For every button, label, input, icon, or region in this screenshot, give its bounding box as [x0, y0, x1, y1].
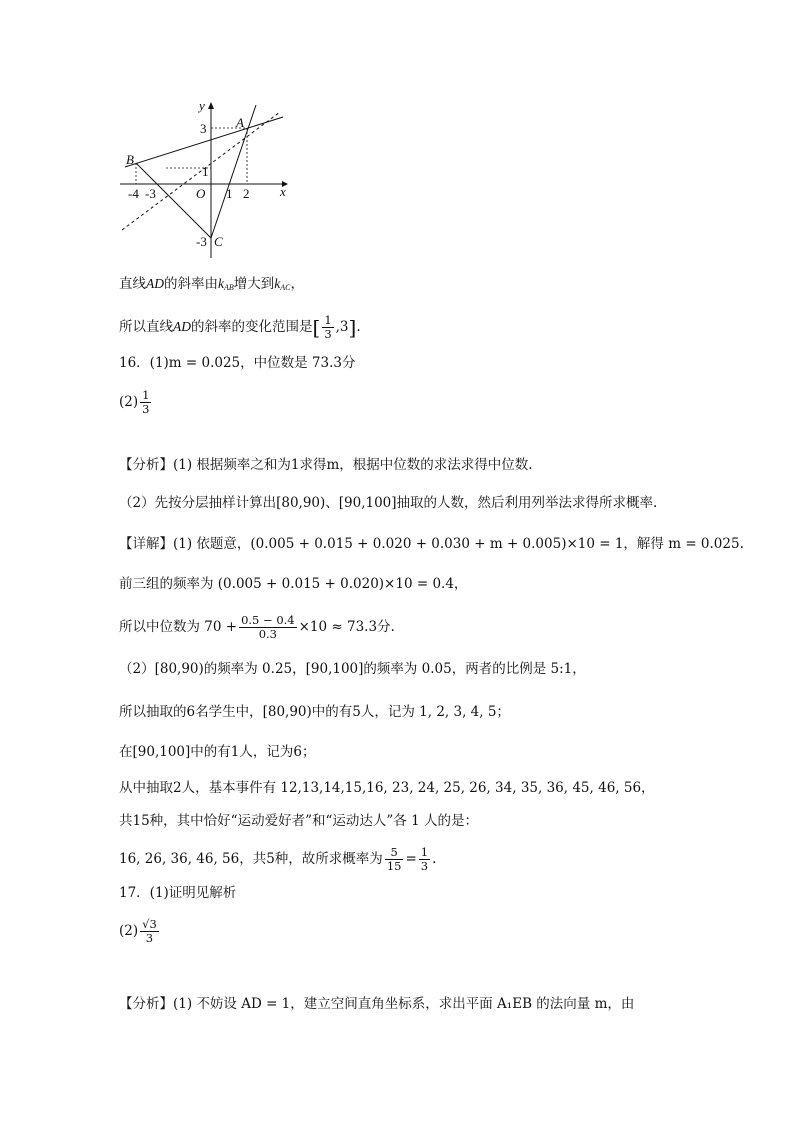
analysis-16-2: （2）先按分层抽样计算出[80,90)、[90,100]抽取的人数，然后利用列举法求得所求概率.	[119, 495, 658, 511]
fraction: $\frac{1}{3}$	[324, 313, 332, 341]
detail-16-median: 所以中位数为 70 + $\frac{0.5 - 0.4}{0.3}$ ×10 ≈ 73.3分.	[119, 613, 395, 641]
label-b: B	[126, 152, 134, 167]
line-slope-range: 所以直线AD的斜率的变化范围是[ $\frac{1}{3}$ ,3].	[119, 313, 361, 341]
detail-16-group1: 所以抽取的6名学生中，[80,90)中的有5人，记为 1, 2, 3, 4, 5；	[119, 704, 510, 720]
fraction: $\frac{5}{15}$	[386, 845, 402, 873]
detail-16-probability: 16, 26, 36, 46, 56，共5种，故所求概率为 $\frac{5}{15}$ = $\frac{1}{3}$ .	[119, 845, 437, 873]
detail-16-count: 共15种，其中恰好“运动爱好者”和“运动达人”各 1 人的是：	[119, 813, 478, 829]
label-ym3: -3	[196, 234, 207, 249]
coordinate-graph	[0, 90, 794, 350]
label-x2: 2	[243, 186, 250, 201]
detail-16-group2: 在[90,100]中的有1人，记为6；	[119, 744, 316, 760]
detail-16-2: （2）[80,90)的频率为 0.25，[90,100]的频率为 0.05，两者的比例是 5:1，	[119, 661, 586, 677]
label-xm3: -3	[145, 186, 156, 201]
answer-16-part1: 16．(1)m = 0.025，中位数是 73.3分	[119, 355, 356, 371]
fraction: $\frac{√3}{3}$	[142, 917, 157, 945]
label-xm4: -4	[128, 186, 139, 201]
label-origin: O	[196, 186, 206, 201]
detail-16-1: 【详解】(1) 依题意，(0.005 + 0.015 + 0.020 + 0.030 + m + 0.005)×10 = 1，解得 m = 0.025.	[119, 536, 744, 552]
y-axis-arrow	[208, 102, 214, 109]
analysis-16-1: 【分析】(1) 根据频率之和为1求得m，根据中位数的求法求得中位数.	[119, 457, 533, 473]
fraction: $\frac{0.5 - 0.4}{0.3}$	[241, 613, 295, 641]
fraction: $\frac{1}{3}$	[420, 845, 429, 873]
analysis-17-1: 【分析】(1) 不妨设 AD = 1，建立空间直角坐标系，求出平面 A₁EB 的法向量 m，由	[119, 996, 635, 1012]
label-y: y	[199, 98, 205, 113]
line-slope-increase: 直线AD的斜率由$k_{AB}$增大到$k_{AC}$，	[119, 276, 305, 292]
label-a: A	[236, 115, 244, 130]
label-x1: 1	[226, 186, 233, 201]
line-ca	[211, 105, 256, 238]
detail-16-freq: 前三组的频率为 (0.005 + 0.015 + 0.020)×10 = 0.4，	[119, 576, 468, 592]
fraction: $\frac{1}{3}$	[142, 388, 150, 416]
label-y1: 1	[202, 164, 209, 179]
answer-17-part1: 17．(1)证明见解析	[119, 885, 237, 901]
label-x: x	[280, 184, 286, 199]
label-c: C	[214, 234, 223, 249]
label-y3: 3	[200, 121, 207, 136]
answer-16-part2: (2) $\frac{1}{3}$	[119, 388, 150, 416]
detail-16-events: 从中抽取2人，基本事件有 12,13,14,15,16, 23, 24, 25, 26, 34, 35, 36, 45, 46, 56，	[119, 780, 655, 796]
answer-17-part2: (2) $\frac{√3}{3}$	[119, 917, 157, 945]
